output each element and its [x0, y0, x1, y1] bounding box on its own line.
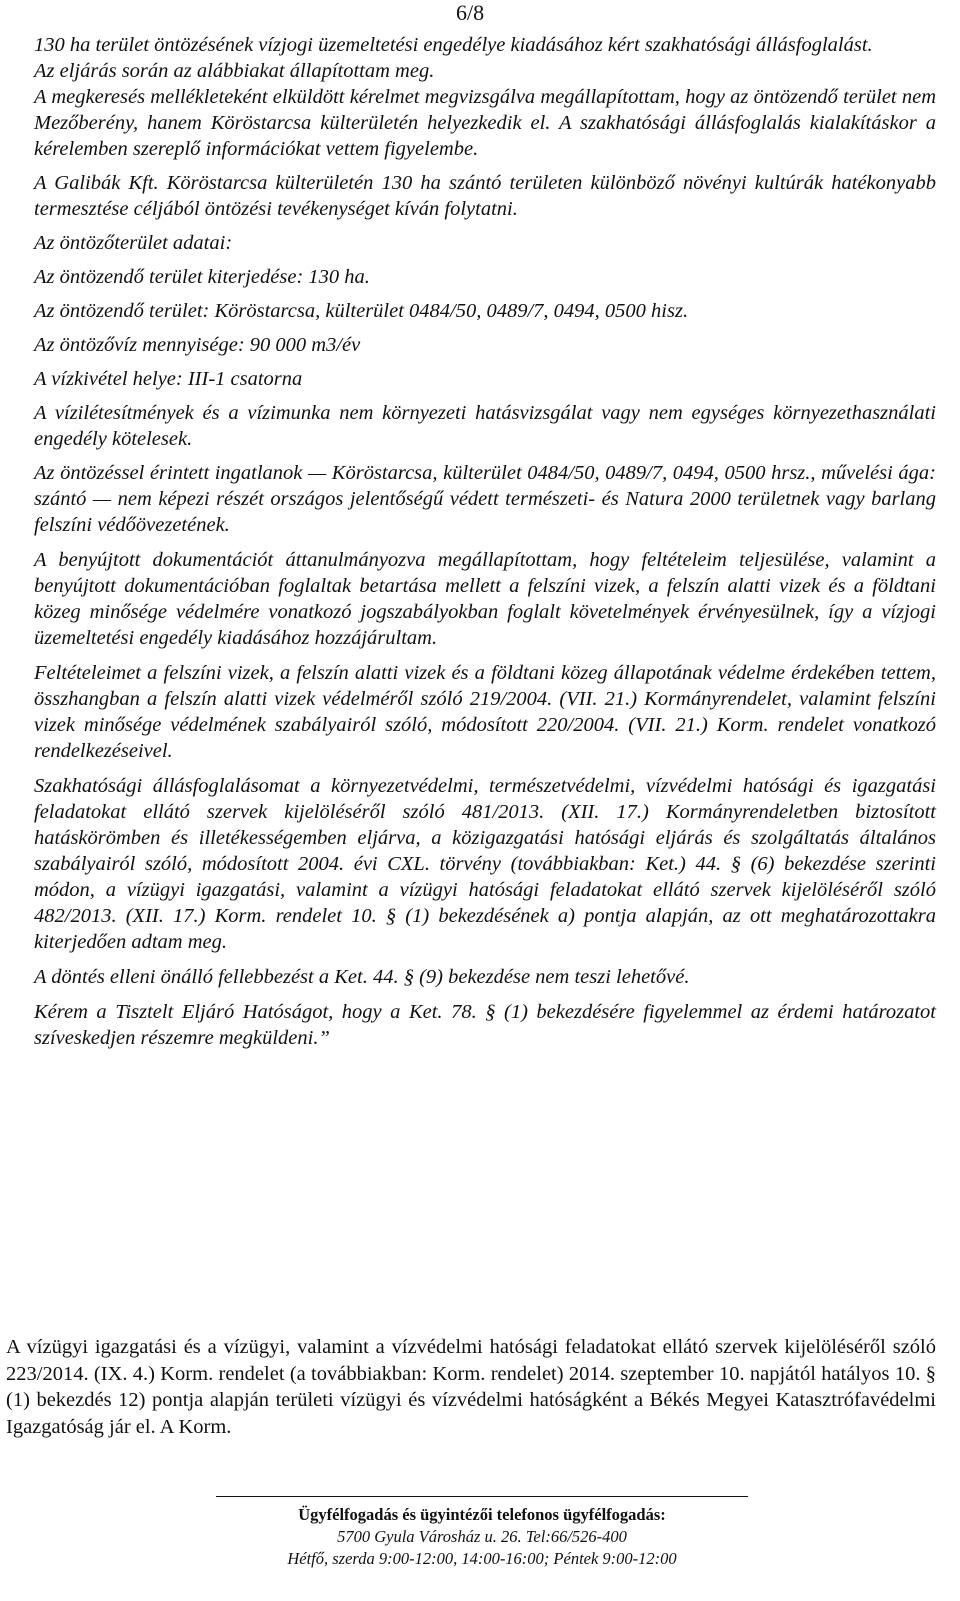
quoted-paragraph: Az öntözendő terület: Köröstarcsa, külterület 0484/50, 0489/7, 0494, 0500 hisz.: [34, 300, 689, 322]
footer-hours: Hétfő, szerda 9:00-12:00, 14:00-16:00; Péntek 9:00-12:00: [287, 1549, 677, 1568]
quoted-paragraph: A vízkivétel helye: III-1 csatorna: [34, 368, 303, 390]
quoted-statement: [34, 32, 936, 1051]
quoted-paragraph: A megkeresés mellékleteként elküldött kérelmet megvizsgálva megállapítottam, hogy az öntözendő terület nem Mezőberény, hanem Köröstarcsa külterületén helyezkedik el. A szakhatósági állásfoglalás kialakításkor a kérelemben szereplő információkat vettem figyelembe.: [34, 86, 936, 160]
footer-divider: [216, 1496, 748, 1497]
main-text: [6, 1334, 936, 1440]
quoted-paragraph: A Galibák Kft. Köröstarcsa külterületén 130 ha szántó területen különböző növényi kultúrák hatékonyabb termesztése céljából öntözési tevékenységet kíván folytatni.: [34, 172, 936, 220]
quoted-paragraph: 130 ha terület öntözésének vízjogi üzemeltetési engedélye kiadásához kért szakhatósági állásfoglalást.: [34, 34, 873, 56]
main-paragraph: A vízügyi igazgatási és a vízügyi, valamint a vízvédelmi hatósági feladatokat ellátó szervek kijelöléséről szóló 223/2014. (IX. 4.) Korm. rendelet (a továbbiakban: Korm. rendelet) 2014. szeptember 10. napjától hatályos 10. § (1) bekezdés 12) pontja alapján területi vízügyi és vízvédelmi hatóságként a Békés Megyei Katasztrófavédelmi Igazgatóság jár el. A Korm.: [6, 1336, 936, 1438]
page-number: 6/8: [456, 0, 485, 25]
quoted-paragraph: Az öntözővíz mennyisége: 90 000 m3/év: [34, 334, 361, 356]
quoted-paragraph: Kérem a Tisztelt Eljáró Hatóságot, hogy a Ket. 78. § (1) bekezdésére figyelemmel az érdemi határozatot szíveskedjen részemre megküldeni.”: [34, 1001, 936, 1049]
quoted-paragraph: A vízilétesítmények és a vízimunka nem környezeti hatásvizsgálat vagy nem egységes környezethasználati engedély kötelesek.: [34, 402, 936, 450]
quoted-paragraph: Az öntözőterület adatai:: [34, 232, 233, 254]
quoted-paragraph: Az eljárás során az alábbiakat állapítottam meg.: [34, 60, 435, 82]
footer-title: Ügyfélfogadás és ügyintézői telefonos ügyfélfogadás:: [298, 1505, 666, 1524]
quoted-paragraph: Feltételeimet a felszíni vizek, a felszín alatti vizek és a földtani közeg állapotának védelme érdekében tettem, összhangban a felszín alatti vizek védelméről szóló 219/2004. (VII. 21.) Kormányrendelet, valamint felszíni vizek minősége védelmének szabályairól szóló, módosított 220/2004. (VII. 21.) Korm. rendelet vonatkozó rendelkezéseivel.: [34, 662, 936, 762]
quoted-paragraph: A benyújtott dokumentációt áttanulmányozva megállapítottam, hogy feltételeim teljesülése, valamint a benyújtott dokumentációban foglaltak betartása mellett a felszíni vizek, a felszín alatti vizek és a földtani közeg minősége védelmére vonatkozó jogszabályokban foglalt követelmények érvényesülnek, így a vízjogi üzemeltetési engedély kiadásához hozzájárultam.: [34, 549, 936, 649]
quoted-paragraph: A döntés elleni önálló fellebbezést a Ket. 44. § (9) bekezdése nem teszi lehetővé.: [34, 966, 690, 988]
footer: [216, 1504, 748, 1570]
quoted-paragraph: Az öntözendő terület kiterjedése: 130 ha.: [34, 266, 370, 288]
footer-address: 5700 Gyula Városház u. 26. Tel:66/526-400: [337, 1527, 627, 1546]
quoted-paragraph: Szakhatósági állásfoglalásomat a környezetvédelmi, természetvédelmi, vízvédelmi hatósági és igazgatási feladatokat ellátó szervek kijelöléséről szóló 481/2013. (XII. 17.) Kormányrendeletben biztosított hatáskörömben és illetékességemben eljárva, a közigazgatási hatósági eljárás és szolgáltatás általános szabályairól szóló, módosított 2004. évi CXL. törvény (továbbiakban: Ket.) 44. § (6) bekezdése szerinti módon, a vízügyi igazgatási, valamint a vízügyi hatósági feladatokat ellátó szervek kijelöléséről szóló 482/2013. (XII. 17.) Korm. rendelet 10. § (1) bekezdésének a) pontja alapján, az ott meghatározottakra kiterjedően adtam meg.: [34, 775, 936, 953]
quoted-paragraph: Az öntözéssel érintett ingatlanok — Köröstarcsa, külterület 0484/50, 0489/7, 0494, 0500 hrsz., művelési ága: szántó — nem képezi részét országos jelentőségű védett természeti- és Natura 2000 területnek vagy barlang felszíni védőövezetének.: [34, 462, 936, 536]
